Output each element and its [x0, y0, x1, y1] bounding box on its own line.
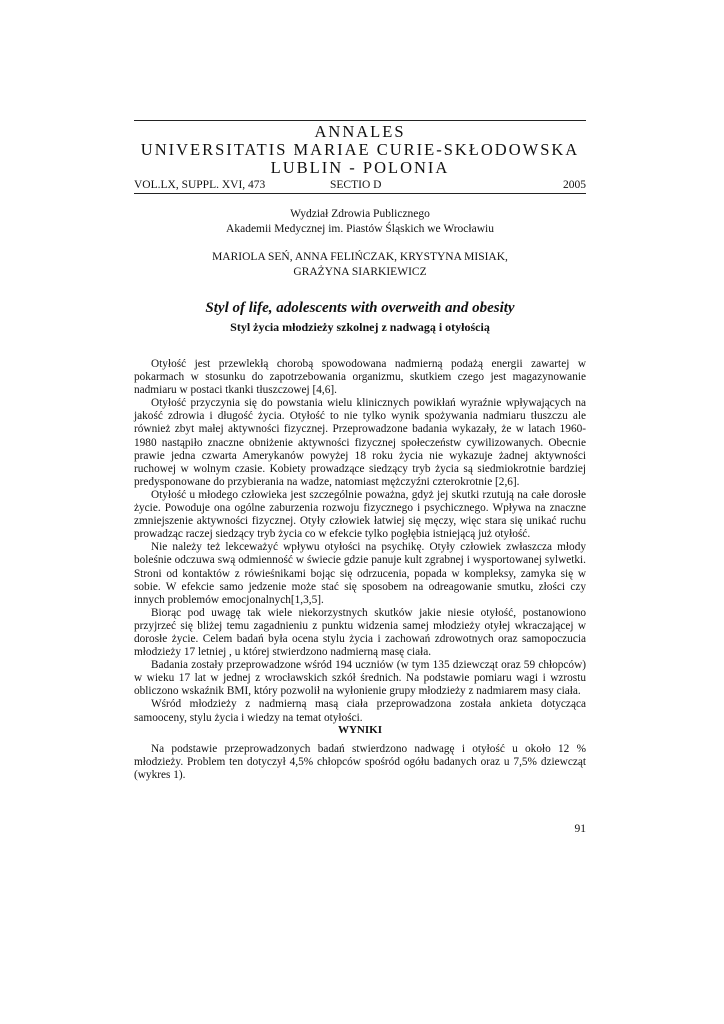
- header-bottom-rule: [134, 193, 586, 194]
- section-info: SECTIO D: [330, 179, 382, 191]
- paragraph: Otyłość jest przewlekłą chorobą spowodowana nadmierną podażą energii zawartej w pokarmach w stosunku do zapotrzebowania organizmu, skutkiem czego jest magazynowanie nadmiaru w postaci tkanki tłuszczowej [4,6].: [134, 358, 586, 397]
- paragraph: Biorąc pod uwagę tak wiele niekorzystnych skutków jakie niesie otyłość, postanowiono przyjrzeć się bliżej temu zagadnieniu z punktu widzenia samej młodzieży otyłej wkraczającej w dorosłe życie. Celem badań była ocena stylu życia i zachowań zdrowotnych oraz samopoczucia młodzieży 17 letniej , u której stwierdzono nadmierną masę ciała.: [134, 606, 586, 659]
- introduction-text: [134, 358, 586, 725]
- paragraph: Wśród młodzieży z nadmierną masą ciała przeprowadzona została ankieta dotycząca samooceny, stylu życia i wiedzy na temat otyłości.: [134, 698, 586, 724]
- authors-line2: GRAŻYNA SIARKIEWICZ: [293, 266, 427, 278]
- journal-name-line2: UNIVERSITATIS MARIAE CURIE-SKŁODOWSKA: [140, 140, 580, 159]
- paragraph: Otyłość u młodego człowieka jest szczególnie poważna, gdyż jej skutki rzutują na całe dorosłe życie. Powoduje ona ogólne zaburzenia rozwoju fizycznego i psychicznego. Wpływa na znaczne zmniejszenie aktywności fizycznej. Otyły człowiek łatwiej się męczy, więc stara się unikać ruchu prowadząc raczej siedzący tryb życia co w efekcie tylko pogłębia istniejącą już otyłość.: [134, 488, 586, 541]
- article-title-polish: Styl życia młodzieży szkolnej z nadwagą i otyłością: [230, 320, 490, 334]
- paragraph: Otyłość przyczynia się do powstania wielu klinicznych powikłań wyraźnie wpływających na jakość zdrowia i długość życia. Otyłość to nie tylko wynik spożywania nadmiaru tłuszczu ale również zbyt małej aktywności fizycznej. Przeprowadzone badania wykazały, że w latach 1960-1980 nastąpiło znaczne obniżenie aktywności fizycznej społeczeństw cywilizowanych. Obecnie prawie jedna czwarta Amerykanów powyżej 18 roku życia nie wykazuje żadnej aktywności ruchowej w wolnym czasie. Kobiety prowadzące siedzący tryb życia są siedmiokrotnie bardziej predysponowane do przybierania na wadze, natomiast mężczyźni czterokrotnie [2,6].: [134, 397, 586, 488]
- journal-name-line1: ANNALES: [314, 122, 406, 141]
- journal-name-line3: LUBLIN - POLONIA: [270, 158, 450, 177]
- authors-line1: MARIOLA SEŃ, ANNA FELIŃCZAK, KRYSTYNA MISIAK,: [212, 251, 508, 263]
- page-number: 91: [574, 823, 586, 835]
- paragraph: Nie należy też lekceważyć wpływu otyłości na psychikę. Otyły człowiek zwłaszcza młody boleśnie odczuwa swą odmienność w świecie gdzie panuje kult zgrabnej i wysportowanej sylwetki. Stroni od kontaktów z rówieśnikami bojąc się odrzucenia, popada w kompleksy, zamyka się w sobie. W efekcie samo jedzenie może stać się sposobem na odreagowanie smutku, złości czy innych problemów emocjonalnych[1,3,5].: [134, 541, 586, 606]
- paragraph: Badania zostały przeprowadzone wśród 194 uczniów (w tym 135 dziewcząt oraz 59 chłopców) w wieku 17 lat w jednej z wrocławskich szkół średnich. Na podstawie pomiaru wagi i wzrostu obliczono wskaźnik BMI, który pozwolił na wyłonienie grupy młodzieży z nadmiarem masy ciała.: [134, 659, 586, 698]
- publication-year: 2005: [563, 179, 586, 191]
- volume-info: VOL.LX, SUPPL. XVI, 473: [134, 179, 266, 191]
- affiliation-line2: Akademii Medycznej im. Piastów Śląskich we Wrocławiu: [226, 223, 494, 235]
- results-text: [134, 743, 586, 782]
- header-top-rule: [134, 120, 586, 121]
- results-heading: WYNIKI: [337, 724, 382, 736]
- affiliation-line1: Wydział Zdrowia Publicznego: [290, 208, 430, 220]
- paragraph: Na podstawie przeprowadzonych badań stwierdzono nadwagę i otyłość u około 12 % młodzieży. Problem ten dotyczył 4,5% chłopców spośród ogółu badanych oraz u 7,5% dziewcząt (wykres 1).: [134, 743, 586, 782]
- article-title-english: Styl of life, adolescents with overweith and obesity: [205, 300, 515, 316]
